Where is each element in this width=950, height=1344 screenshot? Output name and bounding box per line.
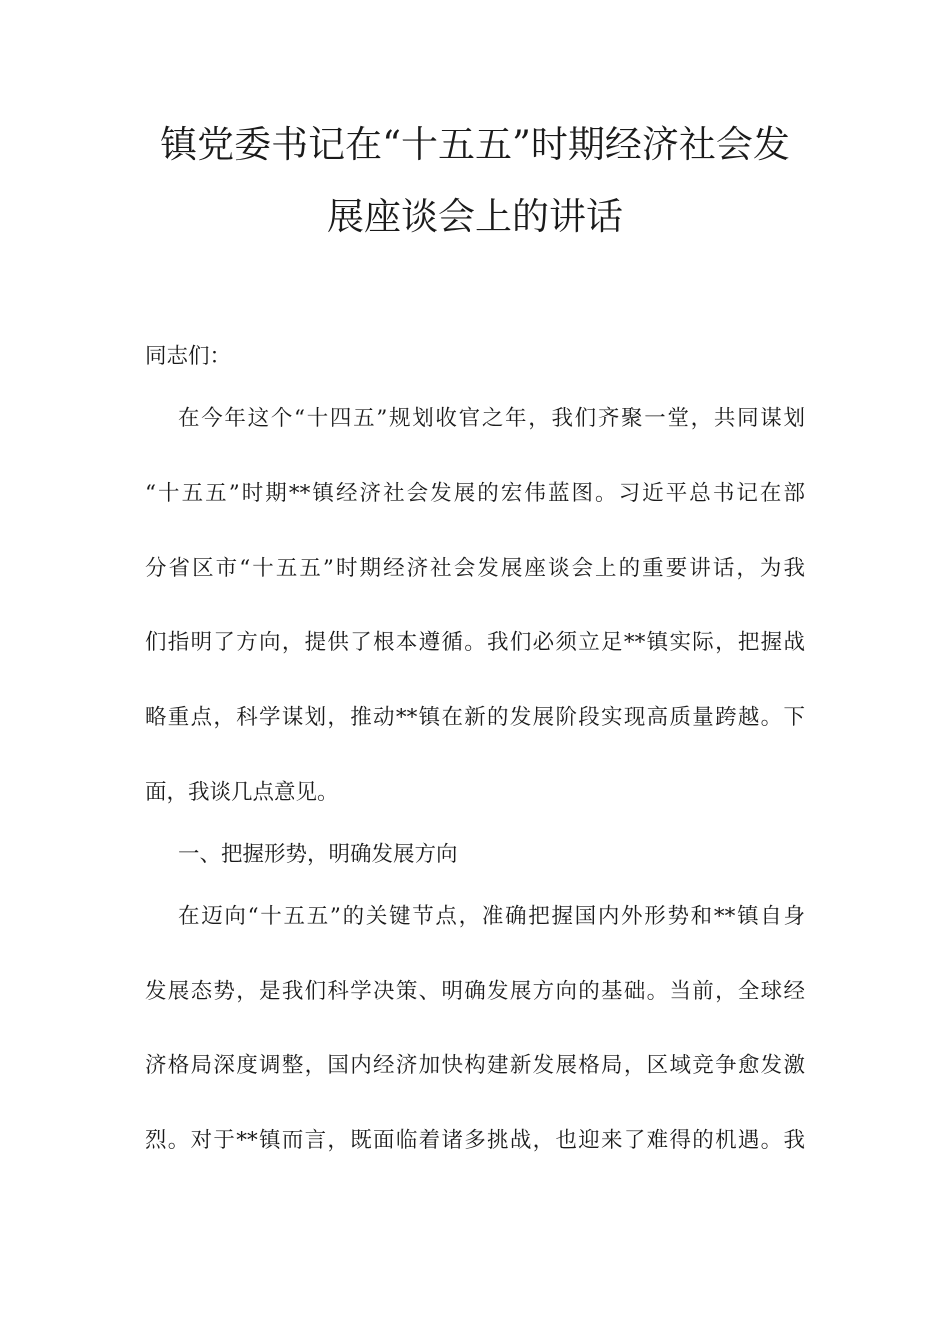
paragraph-line: 略重点，科学谋划，推动**镇在新的发展阶段实现高质量跨越。下 [145,705,805,730]
salutation: 同志们： [145,344,232,369]
section-heading: 一、把握形势，明确发展方向 [178,842,458,867]
paragraph-line: 分省区市“十五五”时期经济社会发展座谈会上的重要讲话，为我 [145,556,805,581]
document-title-line-2: 展座谈会上的讲话 [327,195,623,238]
paragraph-line: “十五五”时期**镇经济社会发展的宏伟蓝图。习近平总书记在部 [145,481,805,506]
paragraph-line: 在今年这个“十四五”规划收官之年，我们齐聚一堂，共同谋划 [178,406,805,431]
paragraph-line: 在迈向“十五五”的关键节点，准确把握国内外形势和**镇自身 [178,904,805,929]
paragraph-line: 发展态势，是我们科学决策、明确发展方向的基础。当前，全球经 [145,979,805,1004]
paragraph-line: 烈。对于**镇而言，既面临着诸多挑战，也迎来了难得的机遇。我 [145,1128,805,1153]
document-title-line-1: 镇党委书记在“十五五”时期经济社会发 [160,123,790,166]
paragraph-line: 面，我谈几点意见。 [145,780,339,805]
paragraph-line: 们指明了方向，提供了根本遵循。我们必须立足**镇实际，把握战 [145,630,805,655]
paragraph-line: 济格局深度调整，国内经济加快构建新发展格局，区域竞争愈发激 [145,1053,805,1078]
